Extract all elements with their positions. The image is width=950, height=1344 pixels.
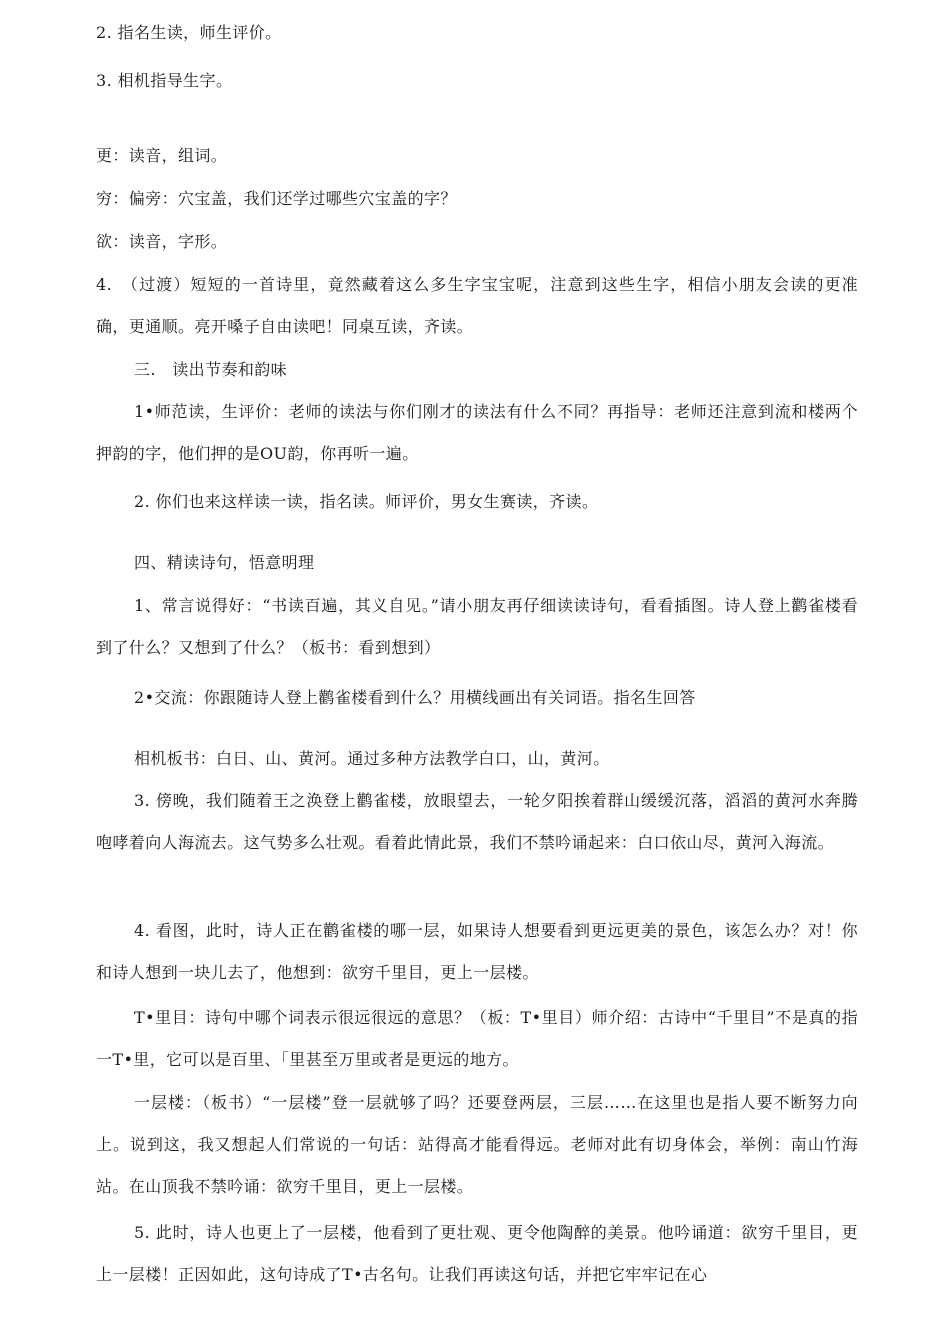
paragraph-p07: 三. 读出节奏和韵味	[134, 360, 288, 379]
paragraph-p06: 4. （过渡）短短的一首诗里，竟然藏着这么多生字宝宝呢，注意到这些生字，相信小朋友会读的更准确，更通顺。亮开嗓子自由读吧！同桌互读，齐读。	[96, 275, 858, 336]
paragraph-p02: 3. 相机指导生字。	[96, 71, 233, 90]
paragraph-p05: 欲：读音，字形。	[96, 232, 228, 251]
paragraph-p04: 穷：偏旁：穴宝盖，我们还学过哪些穴宝盖的字？	[96, 189, 457, 208]
paragraph-p17: 一层楼：（板书）“一层楼”登一层就够了吗？还要登两层，三层……在这里也是指人要不断努力向上。说到这，我又想起人们常说的一句话：站得高才能看得远。老师对此有切身体会，举例：南山竹海站。在山顶我不禁吟诵：欲穷千里目，更上一层楼。	[96, 1093, 858, 1196]
paragraph-p11: 1、常言说得好：“书读百遍，其义自见。”请小朋友再仔细读读诗句，看看插图。诗人登上鹳雀楼看到了什么？又想到了什么？（板书：看到想到）	[96, 596, 858, 657]
paragraph-p01: 2. 指名生读，师生评价。	[96, 23, 282, 42]
paragraph-p16: T•里目：诗句中哪个词表示很远很远的意思？（板：T•里目）师介绍：古诗中“千里目”不是真的指一T•里，它可以是百里、「里甚至万里或者是更远的地方。	[96, 1008, 858, 1069]
paragraph-p10: 四、精读诗句，悟意明理	[134, 553, 315, 572]
paragraph-p03: 更：读音，组词。	[96, 146, 228, 165]
paragraph-p08: 1•师范读，生评价：老师的读法与你们刚才的读法有什么不同？再指导：老师还注意到流和楼两个押韵的字，他们押的是OU韵，你再听一遍。	[96, 402, 858, 463]
paragraph-p13: 相机板书：白日、山、黄河。通过多种方法教学白口，山，黄河。	[134, 749, 610, 768]
paragraph-p09: 2. 你们也来这样读一读，指名读。师评价，男女生赛读，齐读。	[134, 492, 599, 511]
paragraph-p14: 3. 傍晚，我们随着王之涣登上鹳雀楼，放眼望去，一轮夕阳挨着群山缓缓沉落，滔滔的黄河水奔腾咆哮着向人海流去。这气势多么壮观。看着此情此景，我们不禁吟诵起来：白口依山尽，黄河入海流。	[96, 791, 858, 852]
paragraph-p18: 5. 此时，诗人也更上了一层楼，他看到了更壮观、更令他陶醉的美景。他吟诵道：欲穷千里目，更上一层楼！正因如此，这句诗成了T•古名句。让我们再读这句话，并把它牢牢记在心	[96, 1223, 858, 1284]
paragraph-p15: 4. 看图，此时，诗人正在鹳雀楼的哪一层，如果诗人想要看到更远更美的景色，该怎么办？对！你和诗人想到一块儿去了，他想到：欲穷千里目，更上一层楼。	[96, 921, 858, 982]
paragraph-p12: 2•交流：你跟随诗人登上鹳雀楼看到什么？用横线画出有关词语。指名生回答	[134, 688, 696, 707]
